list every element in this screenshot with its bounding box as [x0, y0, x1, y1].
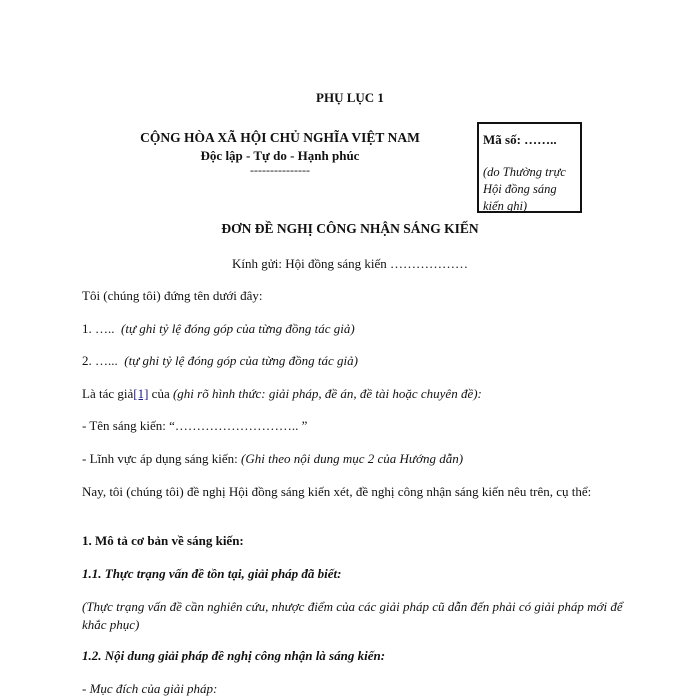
- appendix-title: PHỤ LỤC 1: [316, 90, 384, 105]
- code-label: Mã số: ……..: [483, 132, 557, 147]
- author-prefix: 2. …...: [82, 353, 118, 368]
- code-box: [477, 122, 582, 213]
- author-note: (tự ghi tỷ lệ đóng góp của từng đồng tác giả): [124, 353, 358, 368]
- form-title: ĐƠN ĐỀ NGHỊ CÔNG NHẬN SÁNG KIẾN: [221, 221, 479, 236]
- request-paragraph: Nay, tôi (chúng tôi) đề nghị Hội đồng sáng kiến xét, đề nghị công nhận sáng kiến nêu trên, cụ thể:: [82, 484, 592, 499]
- section-1-1-note: (Thực trạng vấn đề cần nghiên cứu, nhược điểm của các giải pháp cũ dẫn đến phải có giải pháp mới để khắc phục): [82, 599, 623, 632]
- field-label: - Lĩnh vực áp dụng sáng kiến:: [82, 451, 242, 466]
- author-note: (tự ghi tỷ lệ đóng góp của từng đồng tác giả): [121, 321, 355, 336]
- footnote-link[interactable]: [1]: [133, 386, 149, 401]
- author-line-1: [82, 321, 355, 337]
- code-note: (do Thường trực Hội đồng sáng kiến ghi): [483, 165, 566, 213]
- purpose-line: - Mục đích của giải pháp:: [82, 681, 218, 696]
- author-prefix: 1. …..: [82, 321, 115, 336]
- author-line-2: [82, 353, 358, 369]
- field-line: [82, 451, 463, 467]
- intro-line: Tôi (chúng tôi) đứng tên dưới đây:: [82, 288, 263, 303]
- author-of-note: (ghi rõ hình thức: giải pháp, đề án, đề tài hoặc chuyên đề):: [172, 386, 482, 401]
- field-note: (Ghi theo nội dung mục 2 của Hướng dẫn): [241, 451, 464, 466]
- author-of-text: Là tác giả: [82, 386, 134, 401]
- header-divider: ---------------: [250, 163, 310, 177]
- section-1-1-heading: 1.1. Thực trạng vấn đề tồn tại, giải pháp đã biết:: [82, 566, 342, 581]
- addressee-line: Kính gửi: Hội đồng sáng kiến ………………: [232, 256, 468, 271]
- initiative-name-value: “……………………….. ”: [169, 418, 308, 433]
- section-1-heading: 1. Mô tả cơ bản về sáng kiến:: [82, 533, 244, 548]
- national-motto: Độc lập - Tự do - Hạnh phúc: [200, 148, 360, 163]
- author-of-connector: của: [148, 386, 173, 401]
- initiative-name-label: - Tên sáng kiến:: [82, 418, 170, 433]
- section-1-2-heading: 1.2. Nội dung giải pháp đề nghị công nhận là sáng kiến:: [82, 648, 386, 663]
- author-of-line: [82, 386, 482, 402]
- initiative-name-line: [82, 418, 307, 434]
- nation-name: CỘNG HÒA XÃ HỘI CHỦ NGHĨA VIỆT NAM: [140, 130, 420, 145]
